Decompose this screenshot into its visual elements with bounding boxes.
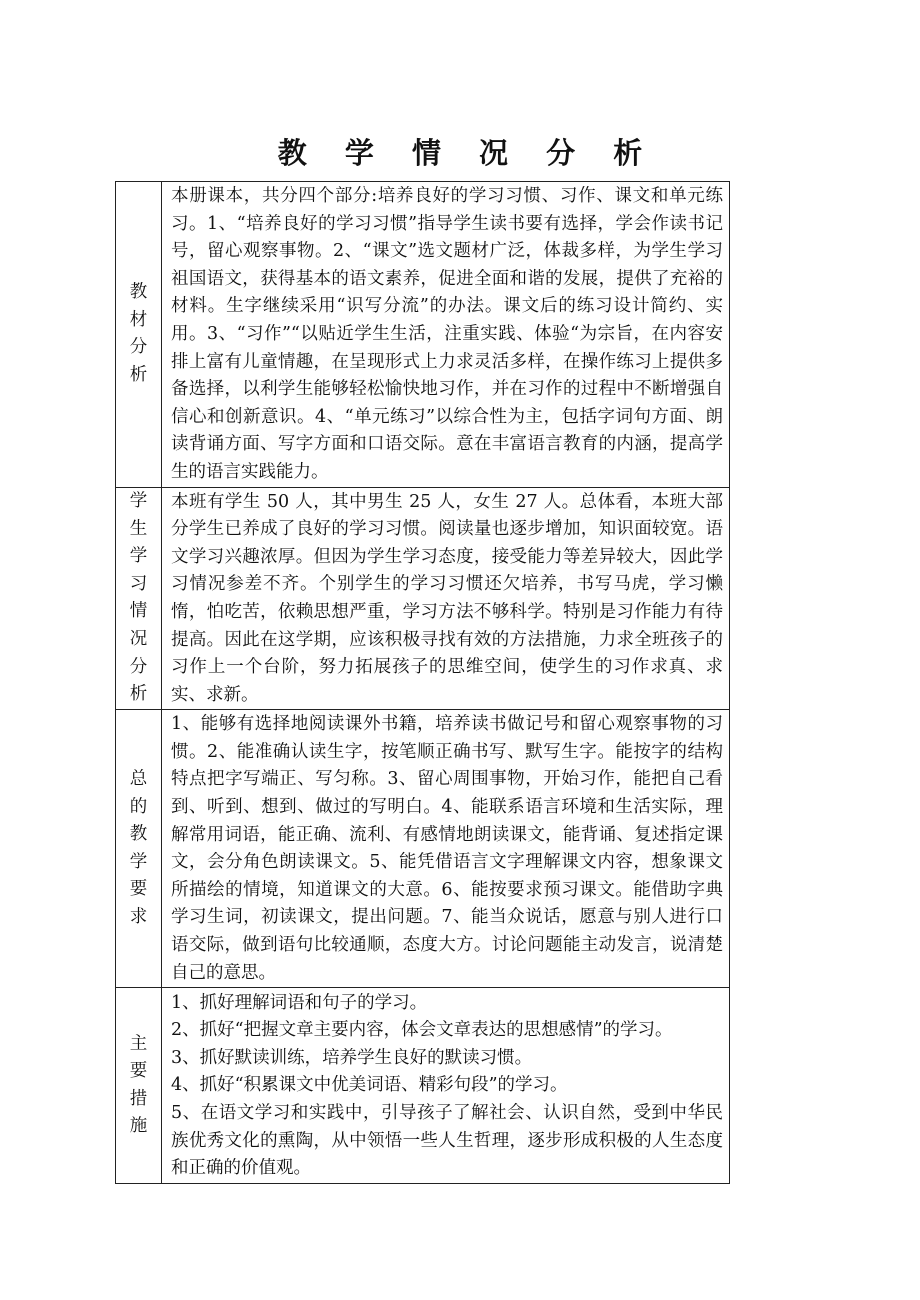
- section-label: 学生学习情况分析: [129, 491, 148, 705]
- measure-item: 4、抓好“积累课文中优美词语、精彩句段”的学习。: [171, 1075, 568, 1096]
- section-label-cell: [116, 182, 162, 488]
- measure-item: 2、抓好“把握文章主要内容，体会文章表达的思想感情”的学习。: [171, 1020, 673, 1041]
- section-content: [162, 182, 730, 488]
- measure-item: 1、抓好理解词语和句子的学习。: [171, 992, 428, 1013]
- section-paragraph: 本班有学生 50 人，其中男生 25 人，女生 27 人。总体看，本班大部分学生已养成了良好的学习习惯。阅读量也逐步增加，知识面较宽。语文学习兴趣浓厚。但因为学生学习态度，接受能力等差异较大，因此学习情况参差不齐。个别学生的学习习惯还欠培养，书写马虎，学习懒惰，怕吃苦，依赖思想严重，学习方法不够科学。特别是习作能力有待提高。因此在这学期，应该积极寻找有效的方法措施，力求全班孩子的习作上一个台阶，努力拓展孩子的思维空间，使学生的习作求真、求实、求新。: [171, 491, 723, 705]
- measure-item: 3、抓好默读训练，培养学生良好的默读习惯。: [171, 1047, 533, 1068]
- section-content: [162, 988, 730, 1184]
- section-paragraph: 1、能够有选择地阅读课外书籍，培养读书做记号和留心观察事物的习惯。2、能准确认读生字，按笔顺正确书写、默写生字。能按字的结构特点把字写端正、写匀称。3、留心周围事物，开始习作，能把自己看到、听到、想到、做过的写明白。4、能联系语言环境和生活实际，理解常用词语，能正确、流利、有感情地朗读课文，能背诵、复述指定课文，会分角色朗读课文。5、能凭借语言文字理解课文内容，想象课文所描绘的情境，知道课文的大意。6、能按要求预习课文。能借助字典学习生词，初读课文，提出问题。7、能当众说话，愿意与别人进行口语交际，做到语句比较通顺，态度大方。讨论问题能主动发言，说清楚自己的意思。: [171, 714, 723, 983]
- section-row-student-analysis: [116, 487, 730, 710]
- section-content: [162, 710, 730, 988]
- measure-item: 5、在语文学习和实践中，引导孩子了解社会、认识自然，受到中华民族优秀文化的熏陶，从中领悟一些人生哲理，逐步形成积极的人生态度和正确的价值观。: [171, 1103, 723, 1179]
- page-title: 教 学 情 况 分 析: [277, 136, 657, 170]
- section-label: 总的教学要求: [129, 768, 148, 927]
- section-label: 主要措施: [129, 1033, 148, 1137]
- section-row-main-measures: [116, 988, 730, 1184]
- analysis-table: [115, 181, 730, 1184]
- section-row-textbook-analysis: [116, 182, 730, 488]
- section-label-cell: [116, 487, 162, 710]
- section-label: 教材分析: [129, 282, 148, 385]
- section-paragraph: 本册课本，共分四个部分:培养良好的学习习惯、习作、课文和单元练习。1、“培养良好的学习习惯”指导学生读书要有选择，学会作读书记号，留心观察事物。2、“课文”选文题材广泛，体裁多样，为学生学习祖国语文，获得基本的语文素养，促进全面和谐的发展，提供了充裕的材料。生字继续采用“识写分流”的办法。课文后的练习设计简约、实用。3、“习作”“以贴近学生生活，注重实践、体验“为宗旨，在内容安排上富有儿童情趣，在呈现形式上力求灵活多样，在操作练习上提供多备选择，以利学生能够轻松愉快地习作，并在习作的过程中不断增强自信心和创新意识。4、“单元练习”以综合性为主，包括字词句方面、朗读背诵方面、写字方面和口语交际。意在丰富语言教育的内涵，提高学生的语言实践能力。: [171, 186, 723, 482]
- section-label-cell: [116, 988, 162, 1184]
- section-label-cell: [116, 710, 162, 988]
- section-content: [162, 487, 730, 710]
- section-row-teaching-requirements: [116, 710, 730, 988]
